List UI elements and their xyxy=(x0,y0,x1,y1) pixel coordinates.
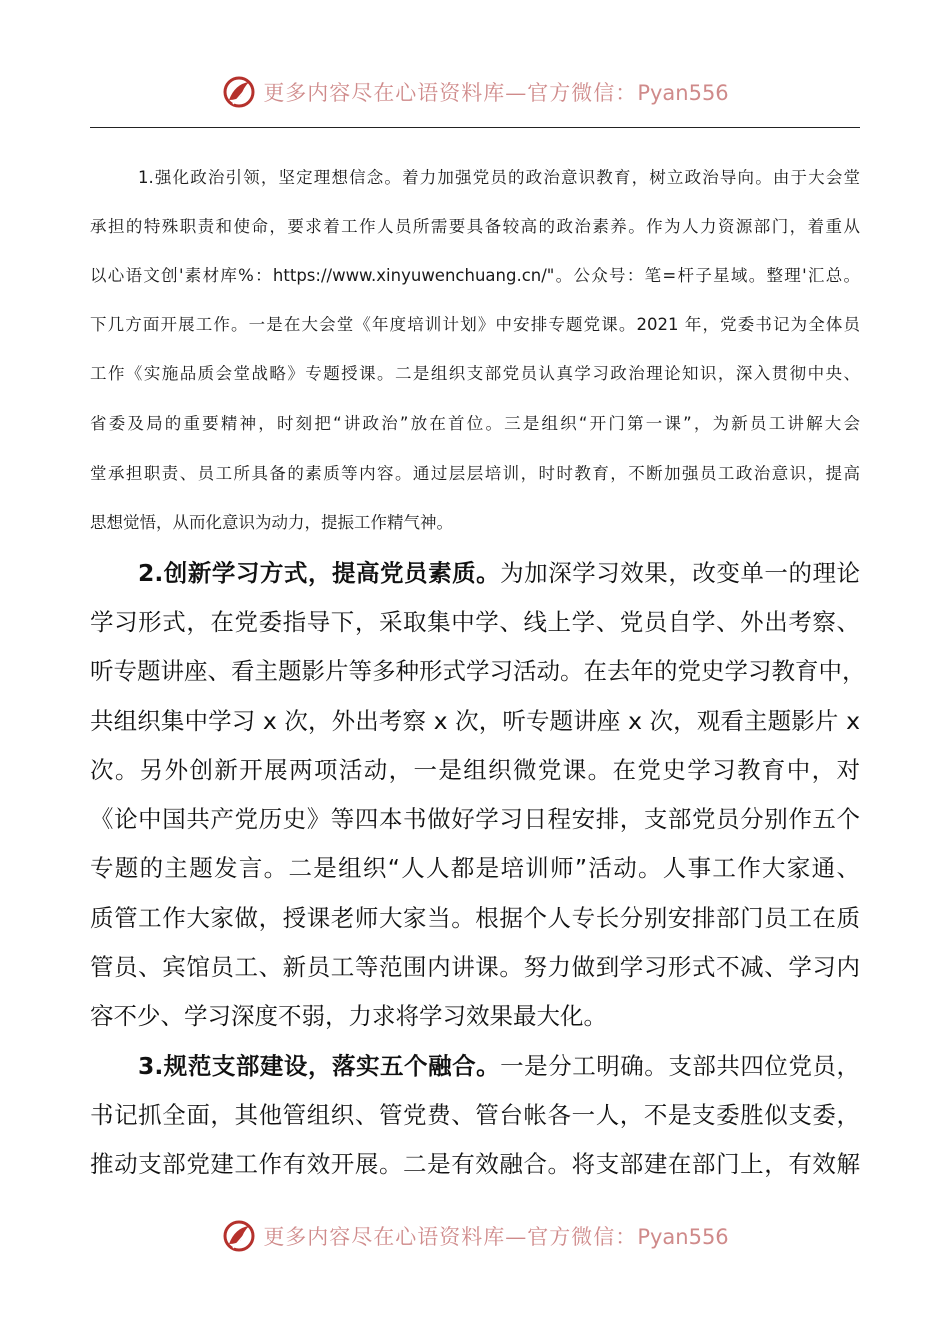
header-banner xyxy=(0,72,950,112)
text-line: 承担的特殊职责和使命，要求着工作人员所需要具备较高的政治素养。作为人力资源部门，着重从 xyxy=(90,217,860,236)
banner-text: 更多内容尽在心语资料库—官方微信：Pyan556 xyxy=(263,81,729,105)
text-line: 1.强化政治引领，坚定理想信念。着力加强党员的政治意识教育，树立政治导向。由于大会堂 xyxy=(138,168,860,187)
text-line: 堂承担职责、员工所具备的素质等内容。通过层层培训，时时教育，不断加强员工政治意识，提高 xyxy=(90,464,860,483)
logo-icon xyxy=(221,74,257,110)
logo-icon xyxy=(221,1218,257,1254)
text-line: 听专题讲座、看主题影片等多种形式学习活动。在去年的党史学习教育中， xyxy=(90,657,866,685)
banner-text: 更多内容尽在心语资料库—官方微信：Pyan556 xyxy=(263,1225,729,1249)
text-line: 下几方面开展工作。一是在大会堂《年度培训计划》中安排专题党课。2021 年，党委书记为全体员 xyxy=(90,315,860,334)
section-heading: 3.规范支部建设，落实五个融合。 xyxy=(138,1052,501,1080)
text-line: 质管工作大家做，授课老师大家当。根据个人专长分别安排部门员工在质 xyxy=(90,904,860,932)
text-line: 管员、宾馆员工、新员工等范围内讲课。努力做到学习形式不减、学习内 xyxy=(90,953,860,981)
text-line: 次。另外创新开展两项活动，一是组织微党课。在党史学习教育中，对 xyxy=(90,756,860,784)
text-line: 书记抓全面，其他管组织、管党费、管台帐各一人，不是支委胜似支委， xyxy=(90,1101,860,1129)
text-line: 工作《实施品质会堂战略》专题授课。二是组织支部党员认真学习政治理论知识，深入贯彻中央、 xyxy=(90,364,860,383)
text-line: 思想觉悟，从而化意识为动力，提振工作精气神。 xyxy=(90,513,453,532)
text-line: 《论中国共产党历史》等四本书做好学习日程安排，支部党员分别作五个 xyxy=(90,805,860,833)
text-line: 容不少、学习深度不弱，力求将学习效果最大化。 xyxy=(90,1002,607,1030)
text-line: 专题的主题发言。二是组织“人人都是培训师”活动。人事工作大家通、 xyxy=(90,854,860,882)
wechat-id: Pyan556 xyxy=(637,81,729,105)
text-line: 以心语文创'素材库%：https://www.xinyuwenchuang.cn/"。公众号：笔=杆子星域。整理'汇总。 xyxy=(90,266,860,285)
text-line: 省委及局的重要精神，时刻把“讲政治”放在首位。三是组织“开门第一课”，为新员工讲解大会 xyxy=(90,414,860,433)
wechat-id: Pyan556 xyxy=(637,1225,729,1249)
text-line: 共组织集中学习 x 次，外出考察 x 次，听专题讲座 x 次，观看主题影片 x xyxy=(90,707,860,735)
paragraph-first-line: 3.规范支部建设，落实五个融合。一是分工明确。支部共四位党员， xyxy=(138,1052,861,1080)
paragraph-first-line: 2.创新学习方式，提高党员素质。为加深学习效果，改变单一的理论 xyxy=(138,559,861,587)
section-heading: 2.创新学习方式，提高党员素质。 xyxy=(138,559,501,587)
footer-banner xyxy=(0,1216,950,1256)
text-line: 学习形式，在党委指导下，采取集中学、线上学、党员自学、外出考察、 xyxy=(90,608,860,636)
text-line: 推动支部党建工作有效开展。二是有效融合。将支部建在部门上，有效解 xyxy=(90,1150,860,1178)
header-divider xyxy=(90,127,860,128)
